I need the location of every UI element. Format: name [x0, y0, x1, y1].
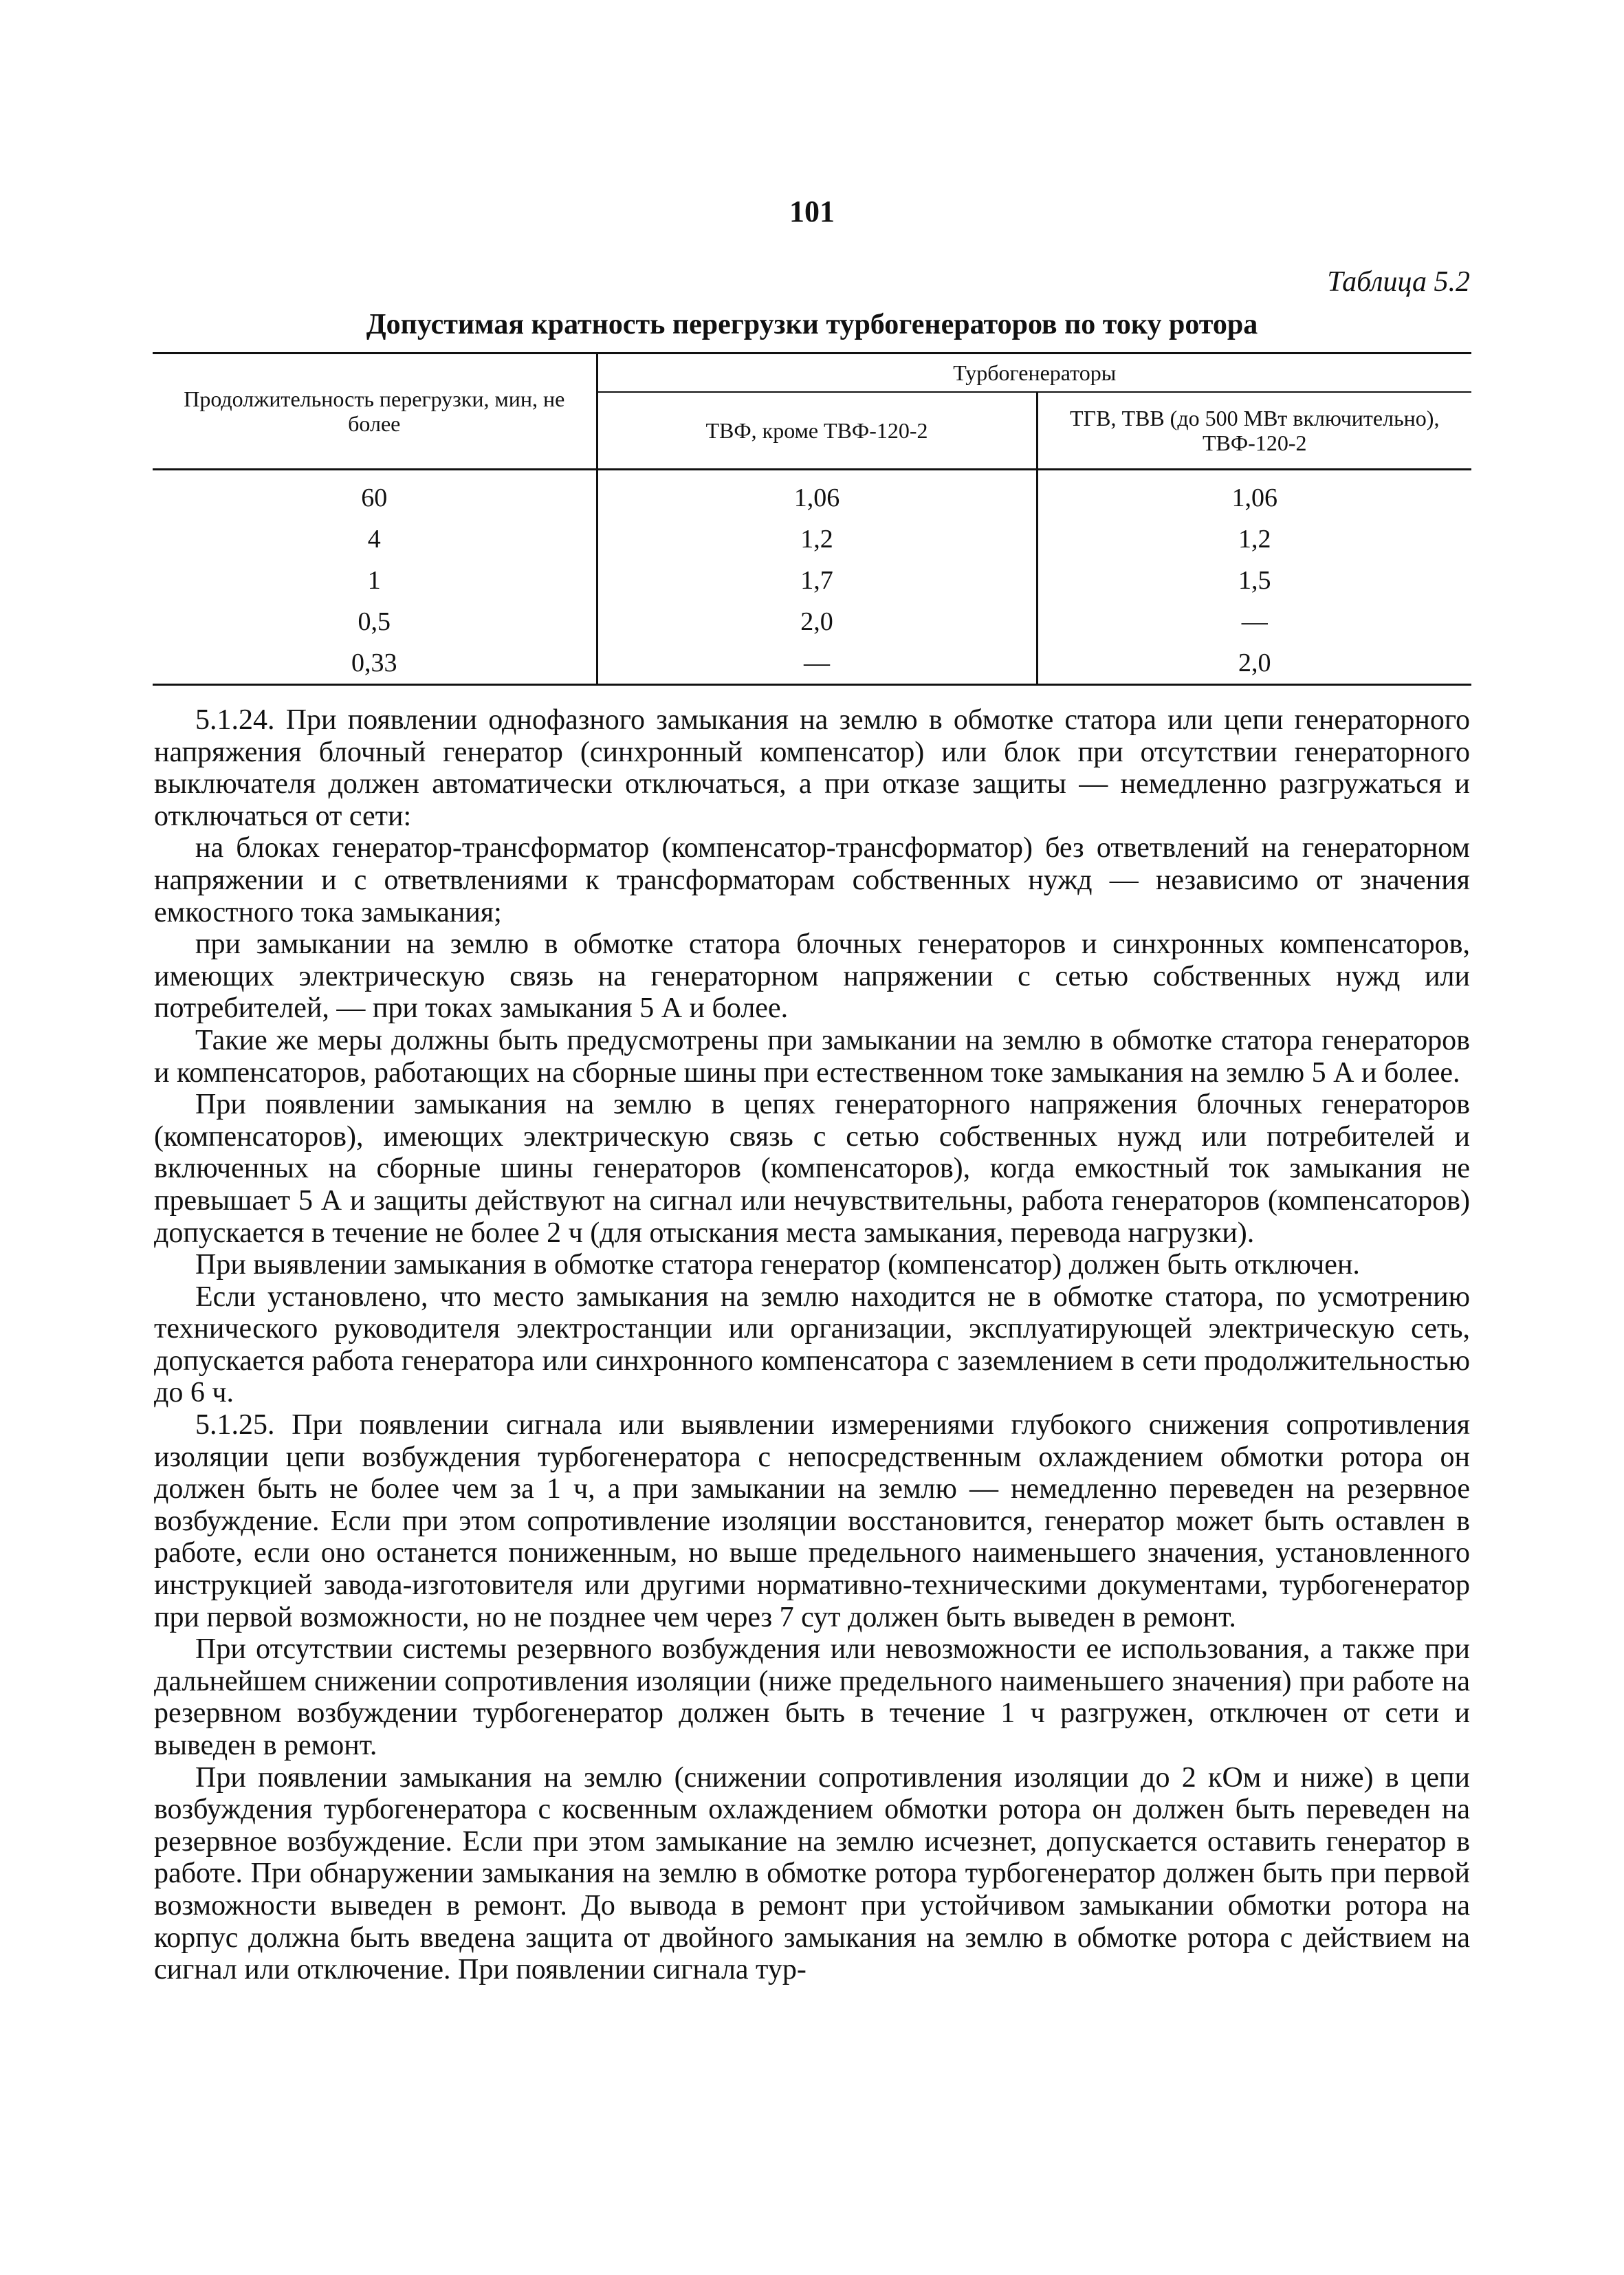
cell-tgv-tvv: 1,06 [1231, 483, 1277, 512]
body-text [154, 704, 1470, 1986]
table-title: Допустимая кратность перегрузки турбогенераторов по току ротора [366, 309, 1258, 340]
header-turbogenerators: Турбогенераторы [597, 353, 1471, 393]
cell-tvf: — [597, 642, 1037, 685]
table-label: Таблица 5.2 [1327, 266, 1470, 298]
cell-tvf: 2,0 [597, 601, 1037, 642]
cell-duration: 1 [153, 560, 597, 601]
table-row [153, 642, 1471, 685]
paragraph-5-1-25: 5.1.25. При появлении сигнала или выявлении измерениями глубокого снижения сопротивления изоляции цепи возбуждения турбогенератора с непосредственным охлаждением обмотки ротора он должен быть не более чем за 1 ч, а при замыкании на землю — немедленно переведен на резервное возбуждение. Если при этом сопротивление изоляции восстановится, генератор может быть оставлен в работе, если оно останется пониженным, но выше предельного наименьшего значения, установленного инструкцией завода-изготовителя или другими нормативно-техническими документами, турбогенератор при первой возможности, но не позднее чем через 7 сут должен быть выведен в ремонт. [154, 1409, 1470, 1633]
header-tgv-tvv: ТГВ, ТВВ (до 500 МВт включительно), ТВФ-120-2 [1037, 392, 1471, 470]
table-row [153, 519, 1471, 560]
overload-table [153, 352, 1471, 686]
table-row [153, 601, 1471, 642]
cell-duration: 4 [153, 519, 597, 560]
page-number: 101 [789, 195, 835, 228]
cell-duration: 0,33 [153, 642, 597, 685]
cell-tvf: 1,7 [597, 560, 1037, 601]
cell-duration: 60 [153, 470, 597, 519]
paragraph: Такие же меры должны быть предусмотрены при замыкании на землю в обмотке статора генераторов и компенсаторов, работающих на сборные шины при естественном токе замыкания на землю 5 А и более. [154, 1024, 1470, 1089]
table-row [153, 560, 1471, 601]
cell-tgv-tvv: — [1241, 607, 1268, 636]
paragraph: При отсутствии системы резервного возбуждения или невозможности ее использования, а также при дальнейшем снижении сопротивления изоляции (ниже предельного наименьшего значения) при работе на резервном возбуждении турбогенератор должен быть в течение 1 ч разгружен, отключен от сети и выведен в ремонт. [154, 1633, 1470, 1761]
cell-duration: 0,5 [153, 601, 597, 642]
cell-tvf: 1,2 [597, 519, 1037, 560]
paragraph: Если установлено, что место замыкания на землю находится не в обмотке статора, по усмотрению технического руководителя электростанции или организации, эксплуатирующей электрическую сеть, допускается работа генератора или синхронного компенсатора с заземлением в сети продолжительностью до 6 ч. [154, 1281, 1470, 1409]
cell-tgv-tvv: 1,5 [1238, 566, 1271, 595]
paragraph: При появлении замыкания на землю в цепях генераторного напряжения блочных генераторов (компенсаторов), имеющих электрическую связь с сетью собственных нужд или потребителей и включенных на сборные шины генераторов (компенсаторов), когда емкостный ток замыкания не превышает 5 А и защиты действуют на сигнал или нечувствительны, работа генераторов (компенсаторов) допускается в течение не более 2 ч (для отыскания места замыкания, перевода нагрузки). [154, 1089, 1470, 1249]
paragraph: При появлении замыкания на землю (снижении сопротивления изоляции до 2 кОм и ниже) в цепи возбуждения турбогенератора с косвенным охлаждением обмотки ротора он должен быть переведен на резервное возбуждение. Если при этом замыкание на землю исчезнет, допускается оставить генератор в работе. При обнаружении замыкания на землю в обмотке ротора турбогенератор должен быть при первой возможности выведен в ремонт. До вывода в ремонт при устойчивом замыкании обмотки ротора на корпус должна быть введена защита от двойного замыкания на землю в обмотке ротора с действием на сигнал или отключение. При появлении сигнала тур- [154, 1761, 1470, 1986]
header-duration: Продолжительность перегрузки, мин, не более [153, 353, 597, 470]
paragraph: При выявлении замыкания в обмотке статора генератор (компенсатор) должен быть отключен. [195, 1249, 1360, 1281]
paragraph: при замыкании на землю в обмотке статора блочных генераторов и синхронных компенсаторов, имеющих электрическую связь на генераторном напряжении с сетью собственных нужд или потребителей, — при токах замыкания 5 А и более. [154, 928, 1470, 1025]
paragraph-5-1-24: 5.1.24. При появлении однофазного замыкания на землю в обмотке статора или цепи генераторного напряжения блочный генератор (синхронный компенсатор) или блок при отсутствии генераторного выключателя должен автоматически отключаться, а при отказе защиты — немедленно разгружаться и отключаться от сети: [154, 704, 1470, 832]
header-tvf: ТВФ, кроме ТВФ-120-2 [597, 392, 1037, 470]
cell-tgv-tvv: 1,2 [1238, 525, 1271, 554]
cell-tvf: 1,06 [597, 470, 1037, 519]
paragraph: на блоках генератор-трансформатор (компенсатор-трансформатор) без ответвлений на генераторном напряжении и с ответвлениями к трансформаторам собственных нужд — независимо от значения емкостного тока замыкания; [154, 832, 1470, 928]
table-row [153, 470, 1471, 519]
cell-tgv-tvv: 2,0 [1037, 642, 1471, 685]
